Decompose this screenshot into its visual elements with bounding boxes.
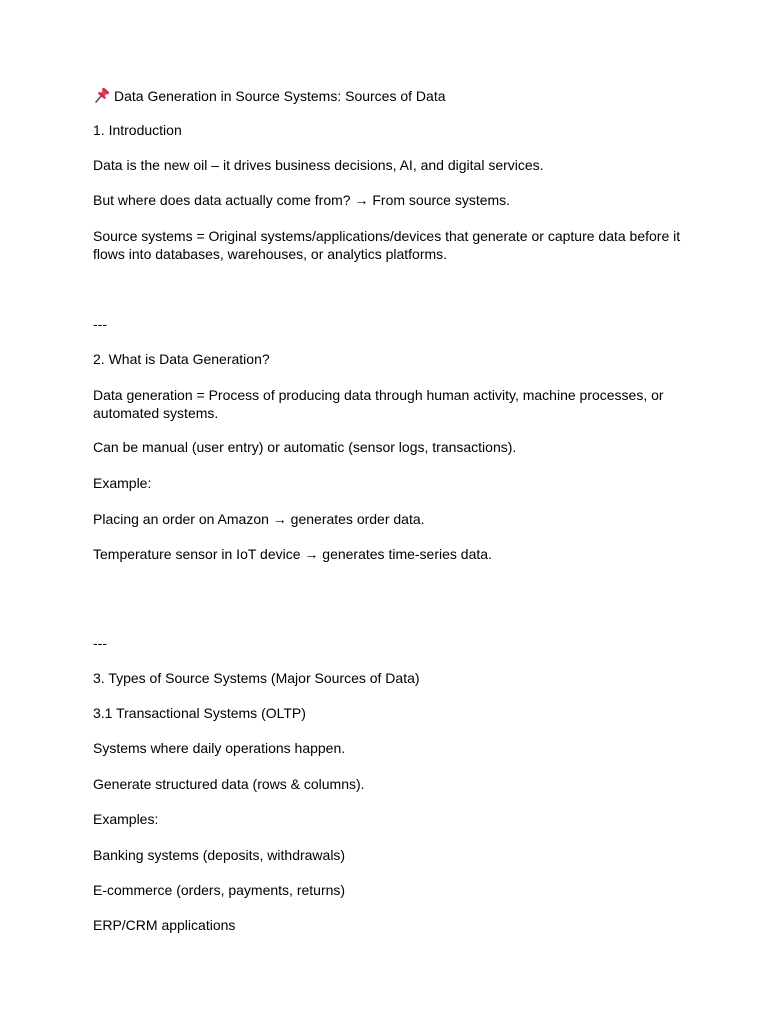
section-heading-source-systems: 3. Types of Source Systems (Major Sources of Data)	[93, 670, 420, 686]
paragraph: Systems where daily operations happen.	[93, 740, 346, 756]
paragraph: But where does data actually come from? → From source systems.	[93, 192, 511, 208]
example-item: E-commerce (orders, payments, returns)	[93, 882, 346, 898]
paragraph: Data generation = Process of producing data through human activity, machine processes, or automated systems.	[93, 387, 664, 421]
pushpin-icon	[93, 87, 111, 103]
example-label: Example:	[93, 475, 152, 491]
paragraph: Can be manual (user entry) or automatic (sensor logs, transactions).	[93, 439, 517, 455]
example-item: Banking systems (deposits, withdrawals)	[93, 847, 346, 863]
section-heading-data-generation: 2. What is Data Generation?	[93, 351, 270, 367]
example-item: Temperature sensor in IoT device → generates time-series data.	[93, 546, 492, 562]
example-item: Placing an order on Amazon → generates order data.	[93, 511, 425, 527]
separator: ---	[93, 635, 107, 651]
section-heading-introduction: 1. Introduction	[93, 122, 182, 138]
paragraph: Generate structured data (rows & columns).	[93, 776, 365, 792]
examples-label: Examples:	[93, 811, 159, 827]
document-title	[93, 87, 683, 106]
paragraph: Source systems = Original systems/applications/devices that generate or capture data before it flows into databases, warehouses, or analytics platforms.	[93, 228, 681, 262]
paragraph: Data is the new oil – it drives business decisions, AI, and digital services.	[93, 157, 544, 173]
example-item: ERP/CRM applications	[93, 917, 236, 933]
subsection-heading-oltp: 3.1 Transactional Systems (OLTP)	[93, 705, 306, 721]
document-title-text: Data Generation in Source Systems: Sources of Data	[114, 88, 446, 104]
separator: ---	[93, 316, 107, 332]
